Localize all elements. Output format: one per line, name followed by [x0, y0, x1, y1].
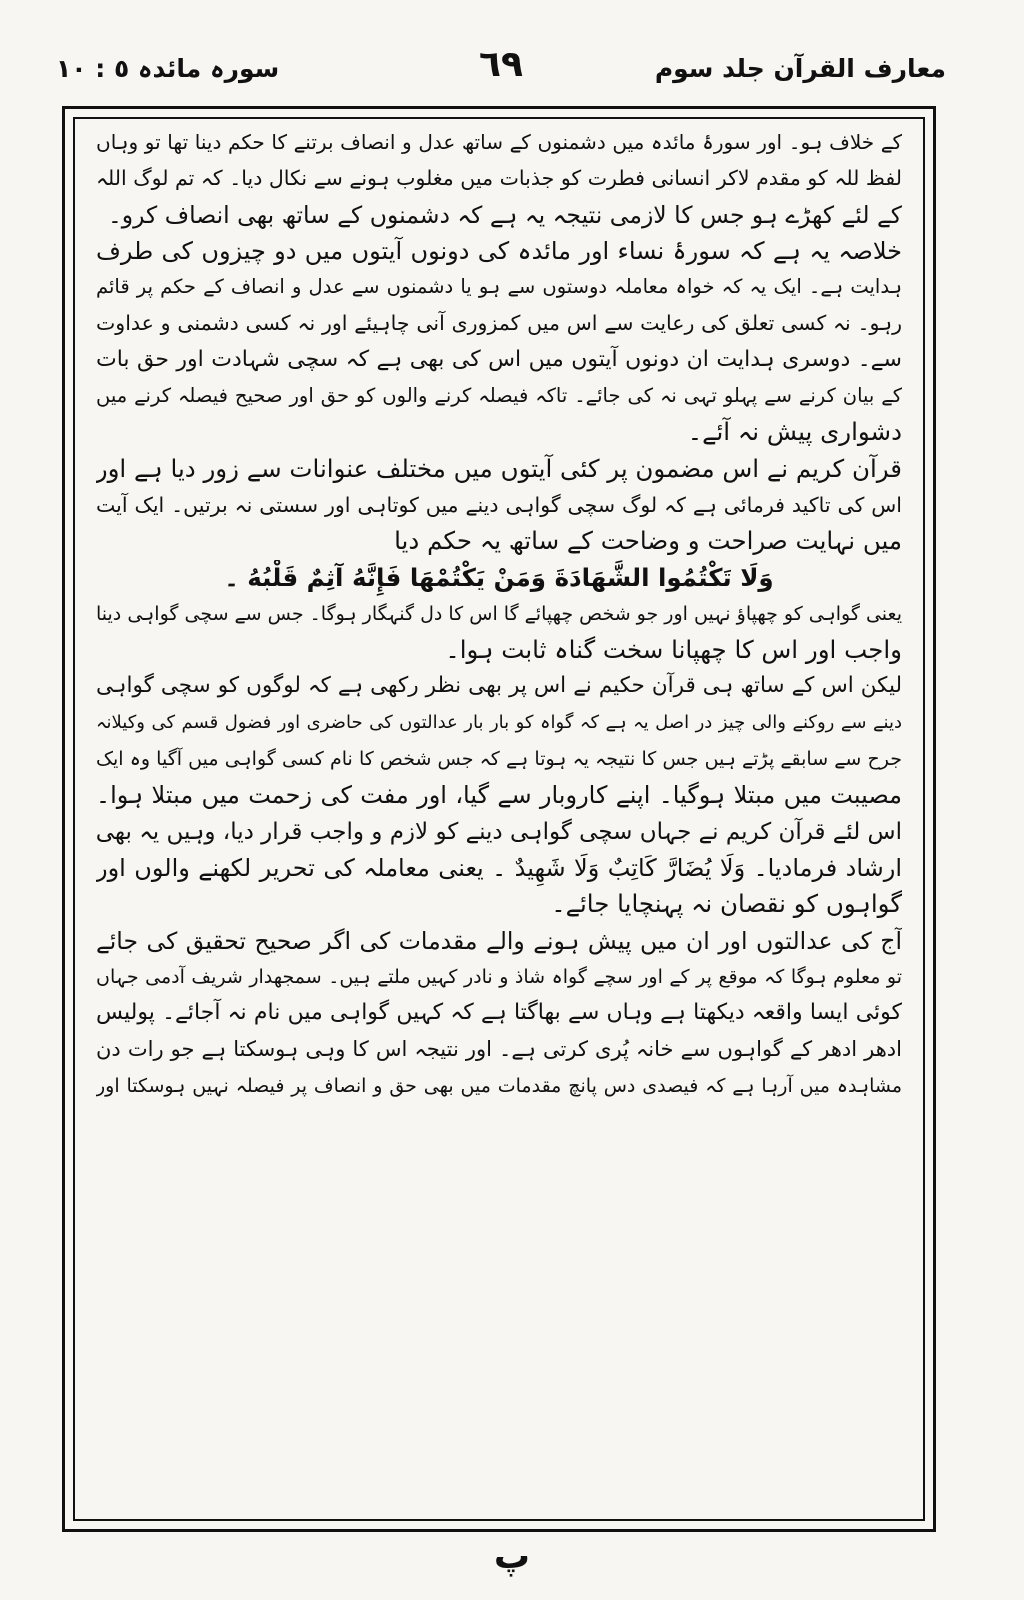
page-header [56, 44, 946, 100]
text-line: کے بیان کرنے سے پہلو تہی نہ کی جائے۔ تاکہ فیصلہ کرنے والوں کو حق اور صحیح فیصلہ کرنے میں [96, 384, 902, 408]
text-line: کے لئے کھڑے ہو جس کا لازمی نتیجہ یہ ہے کہ دشمنوں کے ساتھ بھی انصاف کرو۔ [107, 200, 902, 229]
text-line: ارشاد فرمادیا۔ وَلَا يُضَارَّ كَاتِبٌ وَلَا شَهِيدٌ ۔ یعنی معاملہ کی تحریر لکھنے والوں اور [96, 853, 902, 882]
text-line: تو معلوم ہوگا کہ موقع پر کے اور سچے گواہ شاذ و نادر کہیں ملتے ہیں۔ سمجھدار شریف آدمی جہاں [96, 965, 902, 988]
text-line: جرح سے سابقے پڑتے ہیں جس کا نتیجہ یہ ہوتا ہے کہ جس شخص کا نام کسی گواہی میں آگیا وہ ایک [96, 748, 902, 771]
text-line: سے۔ دوسری ہدایت ان دونوں آیتوں میں اس کی بھی ہے کہ سچی شہادت اور حق بات [96, 346, 902, 372]
text-line: دینے سے روکنے والی چیز در اصل یہ ہے کہ گواہ کو بار بار عدالتوں کی حاضری اور فضول قسم کی وکیلانہ [96, 711, 902, 733]
text-line: اس لئے قرآن کریم نے جہاں سچی گواہی دینے کو لازم و واجب قرار دیا، وہیں یہ بھی [96, 818, 902, 845]
text-line: قرآن کریم نے اس مضمون پر کئی آیتوں میں مختلف عنوانات سے زور دیا ہے اور [96, 453, 902, 483]
footer-signature: پ [493, 1536, 531, 1577]
text-line: کے خلاف ہو۔ اور سورۂ مائدہ میں دشمنوں کے ساتھ عدل و انصاف برتنے کا حکم دینا تھا تو وہاں [96, 130, 902, 154]
text-line: واجب اور اس کا چھپانا سخت گناہ ثابت ہوا۔ [445, 635, 902, 665]
text-line: مشاہدہ میں آرہا ہے کہ فیصدی دس پانچ مقدمات میں بھی حق و انصاف پر فیصلہ نہیں ہوسکتا اور [96, 1074, 902, 1097]
text-line: ادھر ادھر کے گواہوں سے خانہ پُری کرتی ہے۔ اور نتیجہ اس کا وہی ہوسکتا ہے جو رات دن [96, 1037, 902, 1062]
text-line: میں نہایت صراحت و وضاحت کے ساتھ یہ حکم دیا [394, 526, 902, 556]
text-line: گواہوں کو نقصان نہ پہنچایا جائے۔ [551, 889, 902, 919]
text-line: ہدایت ہے۔ ایک یہ کہ خواہ معاملہ دوستوں سے ہو یا دشمنوں سے عدل و انصاف کے حکم پر قائم [96, 275, 902, 299]
text-line: رہو۔ نہ کسی تعلق کی رعایت سے اس میں کمزوری آنی چاہیئے اور نہ کسی دشمنی و عداوت [96, 311, 902, 336]
text-line: دشواری پیش نہ آئے۔ [687, 417, 902, 447]
text-line: کوئی ایسا واقعہ دیکھتا ہے وہاں سے بھاگتا ہے کہ کہیں گواہی میں نام نہ آجائے۔ پولیس [96, 1000, 902, 1026]
text-line: لفظ للہ کو مقدم لاکر انسانی فطرت کو جذبات میں مغلوب ہونے سے نکال دیا۔ کہ تم لوگ اللہ [96, 166, 902, 191]
text-line: مصیبت میں مبتلا ہوگیا۔ اپنے کاروبار سے گیا، اور مفت کی زحمت میں مبتلا ہوا۔ [96, 781, 902, 810]
quran-verse: وَلَا تَكْتُمُوا الشَّهَادَةَ وَمَنْ يَكْتُمْهَا فَإِنَّهُ آثِمٌ قَلْبُهُ ۔ [224, 562, 774, 592]
text-line: خلاصہ یہ ہے کہ سورۂ نساء اور مائدہ کی دونوں آیتوں میں دو چیزوں کی طرف [96, 236, 902, 265]
text-line: آج کی عدالتوں اور ان میں پیش ہونے والے مقدمات کی اگر صحیح تحقیق کی جائے [96, 926, 902, 955]
text-line: اس کی تاکید فرمائی ہے کہ لوگ سچی گواہی دینے میں کوتاہی اور سستی نہ برتیں۔ ایک آیت [96, 492, 902, 517]
surah-reference: سورہ مائدہ ٥ : ١٠ [56, 54, 280, 83]
text-line: یعنی گواہی کو چھپاؤ نہیں اور جو شخص چھپائے گا اس کا دل گنہگار ہوگا۔ جس سے سچی گواہی دینا [96, 602, 902, 625]
body-text [96, 124, 902, 1512]
text-line: لیکن اس کے ساتھ ہی قرآن حکیم نے اس پر بھی نظر رکھی ہے کہ لوگوں کو سچی گواہی [96, 673, 902, 699]
page-number: ٦٩ [479, 44, 523, 85]
book-title: معارف القرآن جلد سوم [654, 54, 946, 83]
